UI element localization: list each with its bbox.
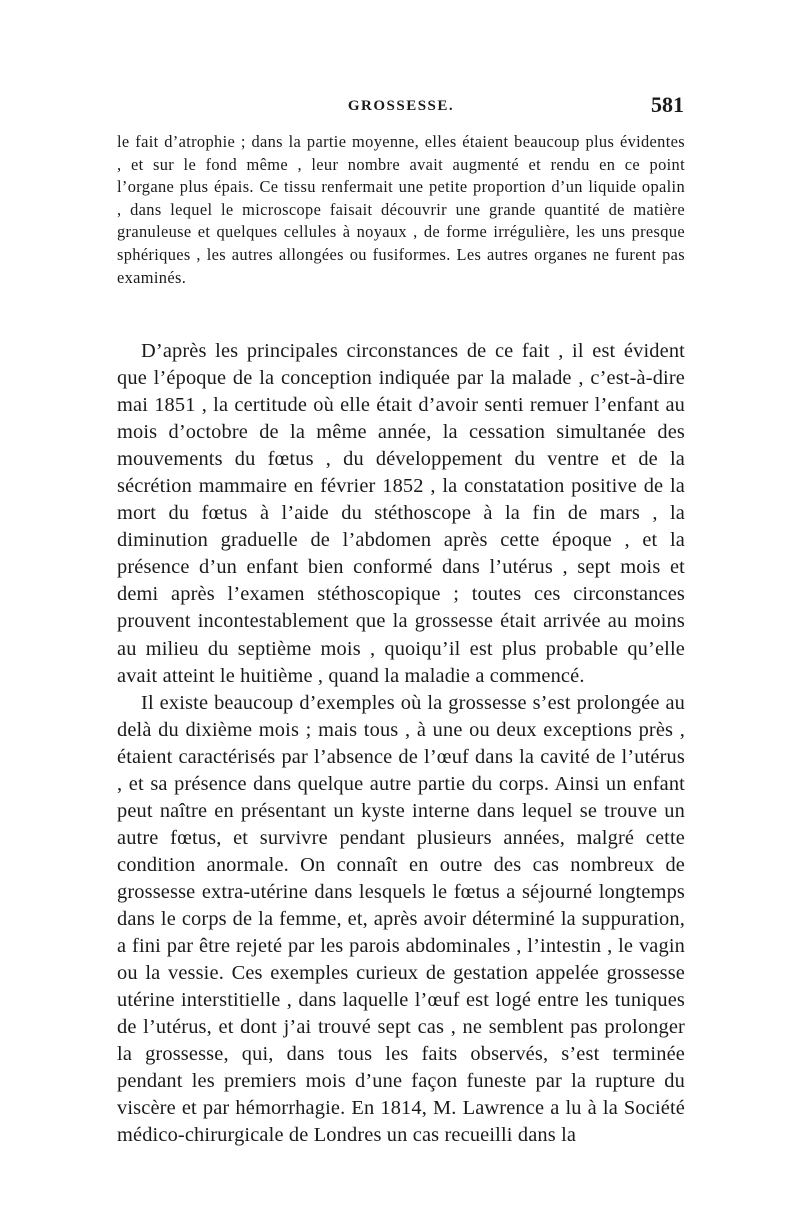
running-title: GROSSESSE. bbox=[347, 98, 455, 114]
page-number: 581 bbox=[651, 92, 684, 117]
main-text-block bbox=[117, 338, 685, 1149]
paragraph-prolonged-pregnancy: Il existe beaucoup d’exemples où la grossesse s’est prolongée au delà du dixième mois ; mais tous , à une ou deux exceptions près , étaient caractérisés par l’absence de l’œuf dans la cavité de l’utérus , et sa présence dans quelque autre partie du corps. Ainsi un enfant peut naître en présentant un kyste interne dans lequel se trouve un autre fœtus, et survivre pendant plusieurs années, malgré cette condition anormale. On connaît en outre des cas nombreux de grossesse extra-utérine dans lesquels le fœtus a séjourné longtemps dans le corps de la femme, et, après avoir déterminé la suppuration, a fini par être rejeté par les parois abdominales , l’intestin , le vagin ou la vessie. Ces exemples curieux de gestation appelée grossesse utérine interstitielle , dans laquelle l’œuf est logé entre les tuniques de l’utérus, et dont j’ai trouvé sept cas , ne semblent pas prolonger la grossesse, qui, dans tous les faits observés, s’est terminée pendant les premiers mois d’une façon funeste par la rupture du viscère et par hémorrhagie. En 1814, M. Lawrence a lu à la Société médico-chirurgicale de Londres un cas recueilli dans la bbox=[117, 691, 685, 1147]
page-header bbox=[116, 92, 686, 122]
paragraph-conclusion: D’après les principales circonstances de ce fait , il est évident que l’époque de la conception indiquée par la malade , c’est-à-dire mai 1851 , la certitude où elle était d’avoir senti remuer l’enfant au mois d’octobre de la même année, la cessation simultanée des mouvements du fœtus , du développement du ventre et de la sécrétion mammaire en février 1852 , la constatation positive de la mort du fœtus à l’aide du stéthoscope à la fin de mars , la diminution graduelle de l’abdomen après cette époque , et la présence d’un enfant bien conformé dans l’utérus , sept mois et demi après l’examen stéthoscopique ; toutes ces circonstances prouvent incontestablement que la grossesse était arrivée au moins au milieu du septième mois , quoiqu’il est plus probable qu’elle avait atteint le huitième , quand la maladie a commencé. bbox=[117, 340, 685, 687]
observation-continued-paragraph: le fait d’atrophie ; dans la partie moyenne, elles étaient beaucoup plus évidentes , et sur le fond même , leur nombre avait augmenté et rendu en ce point l’organe plus épais. Ce tissu renfermait une petite proportion d’un liquide opalin , dans lequel le microscope faisait découvrir une grande quantité de matière granuleuse et quelques cellules à noyaux , de forme irrégulière, les uns presque sphériques , les autres allongées ou fusiformes. Les autres organes ne furent pas examinés. bbox=[117, 132, 685, 287]
